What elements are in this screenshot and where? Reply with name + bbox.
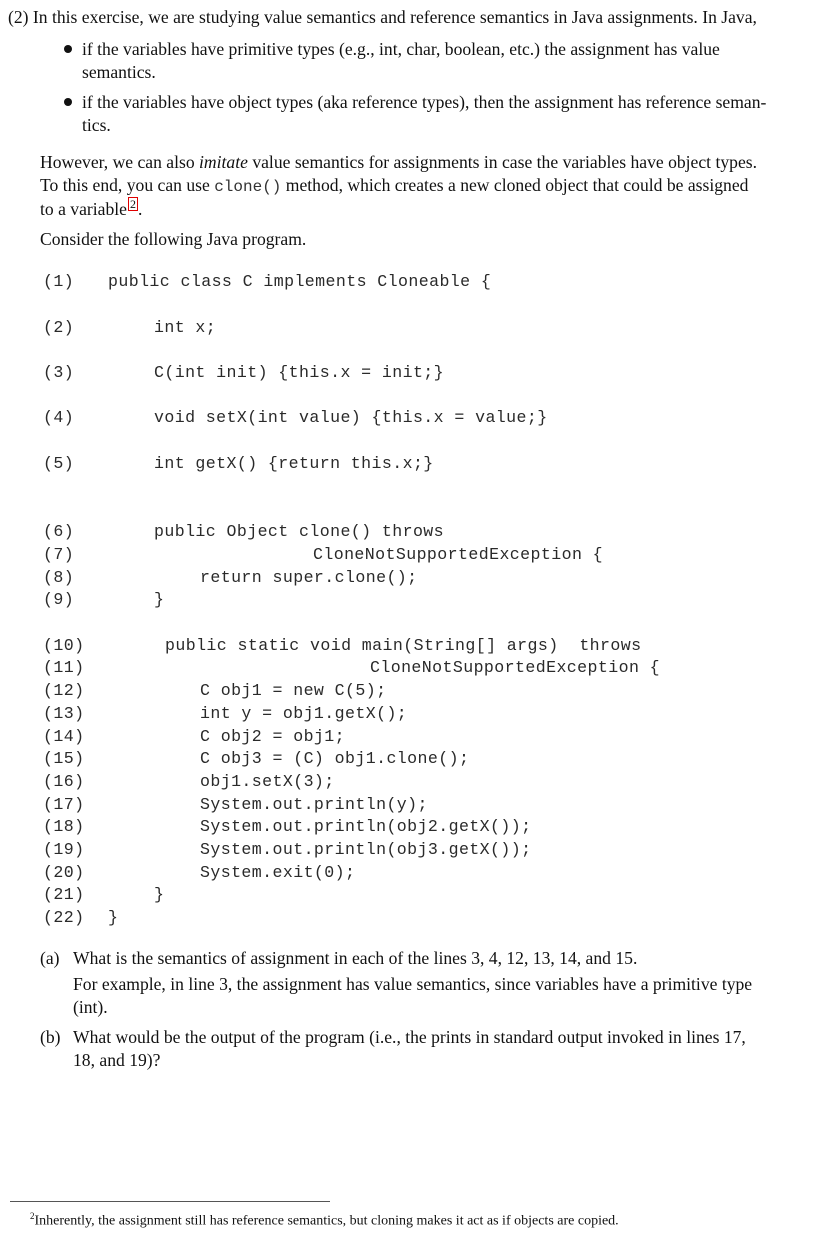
- text-span: .: [137, 198, 143, 219]
- code-line-number: (6): [43, 522, 75, 541]
- question-a-line3: (int).: [73, 997, 108, 1017]
- question-a-line2: For example, in line 3, the assignment has value semantics, since variables have a primitive type: [73, 974, 753, 994]
- code-line-number: (10): [43, 636, 85, 655]
- code-line-number: (5): [43, 454, 75, 473]
- footnote-rule: [10, 1201, 330, 1202]
- code-line: System.exit(0);: [200, 863, 356, 882]
- code-line-number: (14): [43, 727, 85, 746]
- code-line: int x;: [154, 318, 217, 337]
- bullet-item-object-line1: if the variables have object types (aka reference types), then the assignment has reference seman-: [82, 92, 767, 112]
- question-b-line2: 18, and 19)?: [73, 1050, 161, 1070]
- code-line-number: (16): [43, 772, 85, 791]
- code-line: CloneNotSupportedException {: [370, 658, 661, 677]
- code-line: CloneNotSupportedException {: [313, 545, 604, 564]
- code-line: public class C implements Cloneable {: [108, 272, 492, 291]
- code-line: }: [108, 908, 119, 927]
- code-line-number: (15): [43, 749, 85, 768]
- code-line-number: (4): [43, 408, 75, 427]
- text-span: to a variable: [40, 198, 127, 219]
- footnote: [30, 1207, 619, 1231]
- code-line: void setX(int value) {this.x = value;}: [154, 408, 548, 427]
- code-line-number: (7): [43, 545, 75, 564]
- text-span: method, which creates a new cloned object that could be assigned: [281, 175, 749, 195]
- code-line-number: (1): [43, 272, 75, 291]
- question-b-label: (b): [40, 1027, 61, 1047]
- code-line: return super.clone();: [200, 568, 418, 587]
- code-line: System.out.println(obj3.getX());: [200, 840, 532, 859]
- question-a-label: (a): [40, 948, 60, 968]
- code-line: System.out.println(obj2.getX());: [200, 817, 532, 836]
- code-line-number: (13): [43, 704, 85, 723]
- footnote-text: Inherently, the assignment still has reference semantics, but cloning makes it act as if objects are copied.: [34, 1213, 619, 1229]
- imitate-paragraph-line3: [40, 197, 142, 221]
- code-line: C obj2 = obj1;: [200, 727, 346, 746]
- footnote-ref-link[interactable]: 2: [129, 197, 136, 211]
- code-line-number: (22): [43, 908, 85, 927]
- emphasis-imitate: imitate: [199, 152, 248, 172]
- text-span: value semantics for assignments in case the variables have object types.: [247, 152, 757, 172]
- code-line-number: (20): [43, 863, 85, 882]
- code-line-number: (17): [43, 795, 85, 814]
- code-line-number: (9): [43, 590, 75, 609]
- code-line-number: (19): [43, 840, 85, 859]
- code-line-number: (3): [43, 363, 75, 382]
- code-line-number: (8): [43, 568, 75, 587]
- exercise-intro-line: (2) In this exercise, we are studying value semantics and reference semantics in Java assignments. In Java,: [8, 7, 757, 27]
- text-span: However, we can also: [40, 152, 200, 172]
- code-line: int getX() {return this.x;}: [154, 454, 434, 473]
- code-line: obj1.setX(3);: [200, 772, 335, 791]
- code-line: }: [154, 885, 165, 904]
- inline-code-clone: clone(): [214, 178, 282, 196]
- code-line: public Object clone() throws: [154, 522, 445, 541]
- code-line: int y = obj1.getX();: [200, 704, 408, 723]
- text-span: To this end, you can use: [40, 175, 215, 195]
- code-line: }: [154, 590, 165, 609]
- code-line: System.out.println(y);: [200, 795, 428, 814]
- code-line-number: (12): [43, 681, 85, 700]
- imitate-paragraph-line2: [40, 174, 813, 199]
- code-line: C obj1 = new C(5);: [200, 681, 387, 700]
- bullet-marker: [64, 98, 72, 106]
- imitate-paragraph-line1: [40, 151, 813, 174]
- code-line-number: (18): [43, 817, 85, 836]
- footnote-mark: 2: [30, 1211, 35, 1221]
- question-a-line1: What is the semantics of assignment in each of the lines 3, 4, 12, 13, 14, and 15.: [73, 948, 638, 968]
- bullet-item-object-line2: tics.: [82, 115, 111, 135]
- code-line: C obj3 = (C) obj1.clone();: [200, 749, 470, 768]
- bullet-item-primitive-line2: semantics.: [82, 62, 156, 82]
- question-b-line1: What would be the output of the program (i.e., the prints in standard output invoked in lines 17,: [73, 1027, 746, 1047]
- bullet-item-primitive-line1: if the variables have primitive types (e.g., int, char, boolean, etc.) the assignment has value: [82, 39, 720, 59]
- code-line: C(int init) {this.x = init;}: [154, 363, 445, 382]
- consider-program-text: Consider the following Java program.: [40, 229, 307, 249]
- code-line-number: (21): [43, 885, 85, 904]
- code-line-number: (11): [43, 658, 85, 677]
- code-line: public static void main(String[] args) throws: [165, 636, 642, 655]
- bullet-marker: [64, 45, 72, 53]
- code-line-number: (2): [43, 318, 75, 337]
